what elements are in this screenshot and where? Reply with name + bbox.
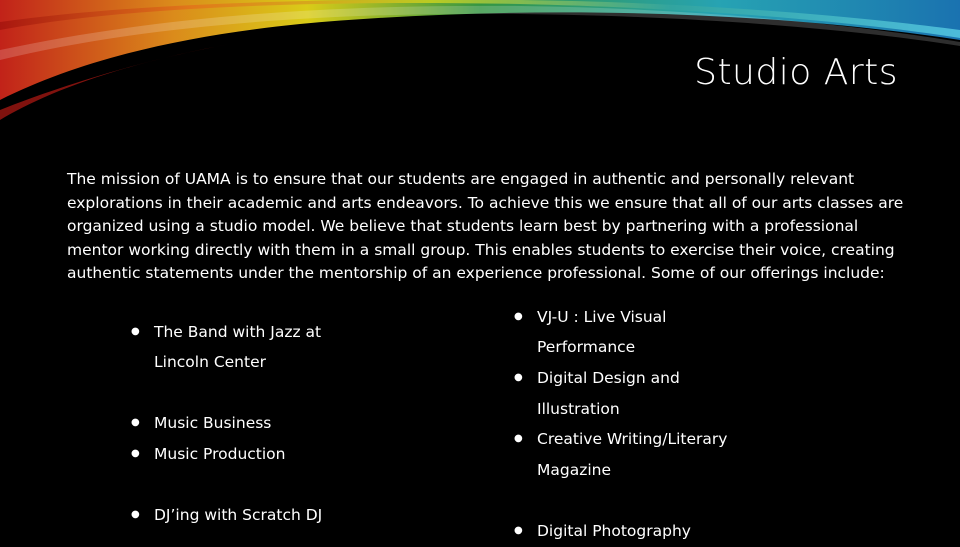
list-item-continuation xyxy=(537,455,611,486)
list-item-continuation xyxy=(537,394,620,425)
list-item-label: Illustration xyxy=(537,400,620,418)
bullet-icon: ● xyxy=(514,311,523,322)
bullet-icon: ● xyxy=(514,372,523,383)
list-item xyxy=(514,424,728,455)
list-item xyxy=(131,317,322,348)
list-item-label: VJ-U : Live Visual xyxy=(537,308,667,326)
list-item xyxy=(131,408,272,439)
list-item-label: Magazine xyxy=(537,461,612,479)
list-item-label: Music Production xyxy=(154,445,286,463)
list-item xyxy=(131,439,286,470)
list-item-label: Performance xyxy=(537,338,636,356)
list-item-label: Digital Photography xyxy=(537,522,691,540)
bullet-icon: ● xyxy=(514,525,523,536)
bullet-icon: ● xyxy=(514,433,523,444)
list-item xyxy=(514,516,691,547)
list-item-label: Digital Design and xyxy=(537,369,680,387)
mission-paragraph: The mission of UAMA is to ensure that our students are engaged in authentic and personally relevant explorations in their academic and arts endeavors. To achieve this we ensure that all of our arts classes are organized using a studio model. We believe that students learn best by partnering with a professional mentor working directly with them in a small group. This enables students to exercise their voice, creating authentic statements under the mentorship of an experience professional. Some of our offerings include: xyxy=(67,170,904,282)
list-item-label: The Band with Jazz at xyxy=(154,323,322,341)
list-item-label: DJ’ing with Scratch DJ xyxy=(154,506,323,524)
list-item xyxy=(514,302,667,333)
list-item-label: Creative Writing/Literary xyxy=(537,430,728,448)
bullet-icon: ● xyxy=(131,417,140,428)
list-item xyxy=(514,363,680,394)
list-item-continuation xyxy=(154,347,266,378)
list-item xyxy=(131,500,323,531)
list-item-label: Music Business xyxy=(154,414,272,432)
bullet-icon: ● xyxy=(131,326,140,337)
list-item-continuation xyxy=(537,332,635,363)
list-item-label: Lincoln Center xyxy=(154,353,266,371)
bullet-icon: ● xyxy=(131,509,140,520)
slide-title: Studio Arts xyxy=(694,52,898,93)
bullet-icon: ● xyxy=(131,448,140,459)
